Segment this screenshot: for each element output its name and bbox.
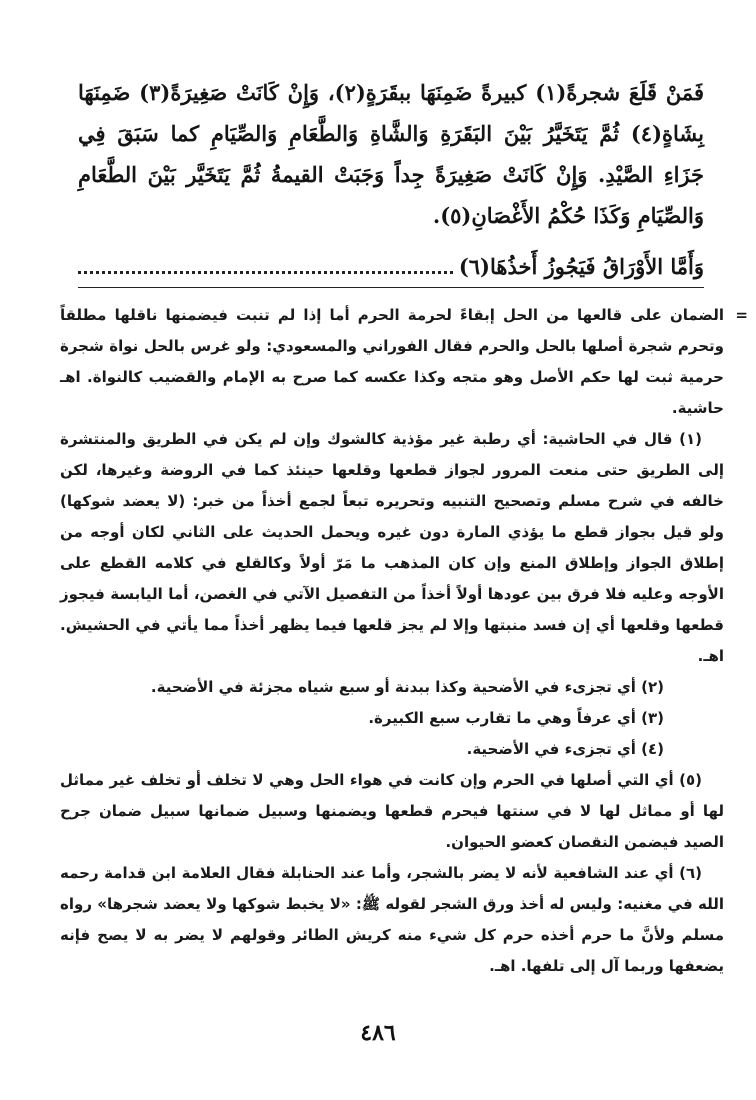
page-number: ٤٨٦ [360, 1020, 396, 1046]
footnote-1: (١) قال في الحاشية: أي رطبة غير مؤذية كالشوك وإن لم يكن في الطريق والمنتشرة إلى الطريق حتى منعت المرور لجواز قطعها وقلعها حينئذ كما في الروضة وغيرها، لكن خالفه في شرح مسلم وتصحيح التنبيه وتحريره تبعاً لجمع أخذاً من خبر: (لا يعضد شوكها) ولو قيل بجواز قطع ما يؤذي المارة دون غيره ويحمل الحديث على الثاني لكان أوجه من إطلاق الجواز وإطلاق المنع وإن كان المذهب ما مَرّ أولاً وكالقلع في كلامه القطع على الأوجه وعليه فلا فرق بين عودها أولاً أخذاً من التفصيل الآتي في الغصن، أما اليابسة فيجوز قطعها وقلعها أي إن فسد منبتها وإلا لم يجز قلعها فيما يظهر أخذاً مما يأتي في الحشيش. اهـ. [60, 430, 724, 665]
footnote-4: (٤) أي تجزىء في الأضحية. [466, 740, 664, 758]
footnote-divider [78, 287, 704, 288]
continuation-mark: = [735, 306, 748, 324]
dotted-leader [78, 271, 453, 274]
section-heading: وَأَمَّا الأَوْرَاقُ فَيَجُوزُ أَخذُهَا(٦) [458, 253, 704, 279]
main-text [78, 72, 704, 236]
footnote-2: (٢) أي تجزىء في الأضحية وكذا ببدنة أو سبع شياه مجزئة في الأضحية. [150, 678, 664, 696]
footnotes [60, 300, 748, 982]
footnote-6: (٦) أي عند الشافعية لأنه لا يضر بالشجر، وأما عند الحنابلة فقال العلامة ابن قدامة رحمه الله في مغنيه: وليس له أخذ ورق الشجر لقوله ﷺ: «لا يخبط شوكها ولا يعضد شجرها» رواه مسلم ولأنَّ ما حرم أخذه حرم كل شيء منه كريش الطائر وقولهم لا يضر به لا يصح فإنه يضعفها وربما آل إلى تلفها. اهـ. [60, 864, 724, 975]
footnote-continuation [60, 300, 748, 424]
footnote-3: (٣) أي عرفاً وهي ما تقارب سبع الكبيرة. [368, 709, 664, 727]
continuation-text: الضمان على قالعها من الحل إبقاءً لحرمة الحرم أما إذا لم تنبت فيضمنها ناقلها مطلقاً وتحرم شجرة أصلها بالحل والحرم فقال الفوراني والمسعودي: ولو غرس بالحل نواة شجرة حرمية ثبت لها حكم الأصل وهو متجه وكذا عكسه كما صرح به الإمام والقضيب كالنواة. اهـ حاشية. [60, 306, 724, 417]
section-heading-row [78, 246, 704, 286]
footnote-5: (٥) أي التي أصلها في الحرم وإن كانت في هواء الحل وهي لا تخلف أو تخلف غير مماثل لها أو مماثل لها لا في سنتها فيحرم قطعها ويضمنها وسبيل ضمانها سبيل ضمان جرح الصيد فيضمن النقصان كعضو الحيوان. [60, 771, 724, 851]
main-paragraph: فَمَنْ قَلَعَ شجرةً(١) كبيرةً ضَمِنَهَا ببقَرَةٍ(٢)، وَإِنْ كَانَتْ صَغِيرَةً(٣) ضَمِنَهَا بِشَاةٍ(٤) ثُمَّ يَتَخَيَّرُ بَيْنَ البَقَرَةِ وَالشَّاةِ وَالطَّعَامِ وَالصِّيَامِ كما سَبَقَ فِي جَزَاءِ الصَّيْدِ. وَإِنْ كَانَتْ صَغِيرَةً جِداً وَجَبَتْ القيمةُ ثُمَّ يَتَخَيَّر بَيْنَ الطَّعَامِ وَالصِّيَامِ وَكَذَا حُكْمُ الأَغْصَانِ(٥). [78, 80, 705, 228]
